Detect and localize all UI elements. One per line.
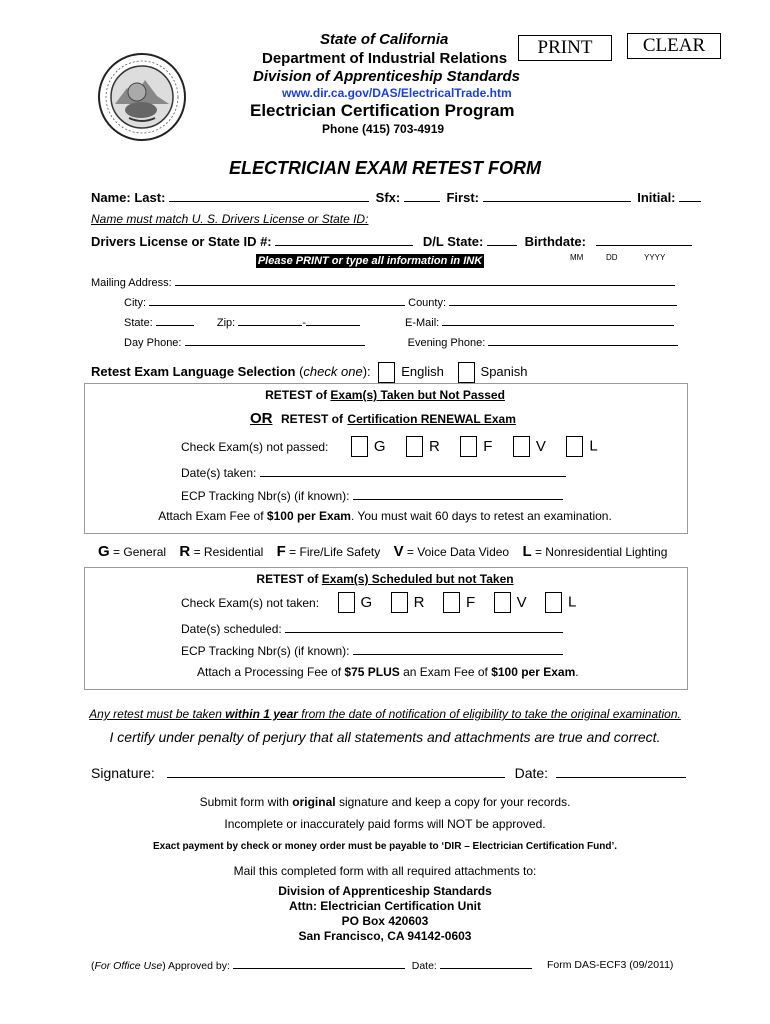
renewal-main: Certification RENEWAL Exam — [347, 412, 516, 426]
box1-heading — [0, 388, 770, 402]
perjury-statement: I certify under penalty of perjury that all statements and attachments are true and correct. — [109, 729, 661, 745]
birth-month-caption: MM — [570, 253, 584, 262]
mail-instruction: Mail this completed form with all required attachments to: — [233, 864, 537, 878]
box1-g-label: G — [373, 437, 386, 455]
clear-button[interactable]: CLEAR — [627, 33, 721, 59]
signature-label: Signature: — [91, 765, 155, 781]
legend-g-text: = General — [113, 545, 167, 559]
notice-part1: Any retest must be taken — [89, 707, 222, 721]
incomplete-warning: Incomplete or inaccurately paid forms will NOT be approved. — [224, 817, 546, 831]
signature-row — [91, 763, 686, 781]
box1-r-checkbox[interactable] — [406, 436, 423, 457]
division-heading: Division of Apprenticeship Standards — [253, 68, 520, 85]
box2-dates-row — [181, 620, 563, 636]
box2-fee-end: . — [575, 665, 579, 679]
mailing-label: Mailing Address: — [91, 277, 172, 289]
language-hint-open: ( — [299, 364, 304, 379]
box1-f-checkbox[interactable] — [460, 436, 477, 457]
address-line-4: San Francisco, CA 94142-0603 — [298, 929, 472, 943]
department-heading: Department of Industrial Relations — [262, 50, 508, 67]
box1-fee-suffix: . You must wait 60 days to retest an examination. — [350, 509, 612, 523]
print-notice-bar: Please PRINT or type all information in INK — [257, 255, 483, 267]
spanish-label: Spanish — [480, 364, 528, 379]
box2-ecp-field[interactable] — [353, 642, 563, 655]
sfx-label: Sfx: — [375, 190, 401, 205]
county-field[interactable] — [449, 296, 677, 306]
box1-fee-amount: $100 per Exam — [266, 509, 351, 523]
print-button[interactable]: PRINT — [518, 35, 612, 61]
box1-fee-note — [0, 509, 770, 523]
box1-ecp-row — [181, 487, 563, 503]
zip-label: Zip: — [216, 317, 236, 329]
program-title: Electrician Certification Program — [250, 101, 515, 120]
box1-check-label: Check Exam(s) not passed: — [181, 439, 329, 454]
initial-field[interactable] — [679, 189, 701, 202]
county-label: County: — [408, 297, 447, 309]
phone-row — [124, 336, 678, 349]
box2-ecp-row — [181, 642, 563, 658]
english-checkbox[interactable] — [378, 362, 395, 383]
box2-heading — [0, 572, 770, 586]
name-row — [91, 189, 701, 205]
birth-year-caption: YYYY — [644, 253, 666, 262]
signature-date-label: Date: — [514, 765, 549, 781]
legend-f-letter: F — [276, 543, 286, 560]
renewal-heading — [250, 410, 516, 428]
language-hint: check one — [303, 364, 363, 379]
legend-g-letter: G — [98, 543, 110, 560]
box1-dates-field[interactable] — [260, 464, 566, 477]
notice-period: . — [677, 707, 681, 721]
payment-instruction: Exact payment by check or money order must be payable to ‘DIR – Electrician Certification Fund’. — [152, 841, 617, 852]
program-phone: Phone (415) 703-4919 — [322, 122, 445, 136]
zip-dash: - — [302, 317, 306, 329]
box2-g-label: G — [360, 593, 373, 611]
email-label: E-Mail: — [405, 317, 440, 329]
box2-v-label: V — [516, 593, 527, 611]
box1-fee-prefix: Attach Exam Fee of — [158, 509, 264, 523]
license-label: Drivers License or State ID #: — [91, 234, 272, 249]
box2-fee-prefix: Attach a Processing Fee of — [197, 665, 342, 679]
signature-date-field[interactable] — [556, 763, 686, 778]
box1-dates-label: Date(s) taken: — [181, 466, 257, 480]
mailing-field[interactable] — [175, 276, 675, 286]
submit-part1: Submit form with — [199, 795, 289, 809]
box1-r-label: R — [428, 437, 440, 455]
box2-r-checkbox[interactable] — [391, 592, 408, 613]
office-use-label: For Office Use — [94, 960, 163, 972]
city-field[interactable] — [149, 296, 405, 306]
box1-heading-prefix: RETEST of — [265, 388, 328, 402]
box2-g-checkbox[interactable] — [338, 592, 355, 613]
city-row — [124, 296, 677, 309]
language-hint-close: ): — [362, 364, 371, 379]
box2-dates-field[interactable] — [285, 620, 563, 633]
license-row — [91, 233, 692, 249]
legend-f — [277, 545, 381, 559]
retest-deadline-notice — [0, 707, 770, 721]
submit-part3: signature and keep a copy for your records. — [338, 795, 571, 809]
birth-day-caption: DD — [606, 253, 618, 262]
email-field[interactable] — [442, 316, 674, 326]
spanish-checkbox[interactable] — [458, 362, 475, 383]
legend-g — [98, 545, 166, 559]
box2-fee-processing: $75 PLUS — [344, 665, 400, 679]
zip-ext-field[interactable] — [306, 316, 360, 326]
legend-l — [522, 545, 667, 559]
dl-state-label: D/L State: — [422, 234, 484, 249]
english-label: English — [401, 364, 444, 379]
legend-f-text: = Fire/Life Safety — [289, 545, 381, 559]
last-name-field[interactable] — [169, 189, 369, 202]
state-field[interactable] — [156, 316, 194, 326]
zip-field[interactable] — [238, 316, 302, 326]
initial-label: Initial: — [637, 190, 676, 205]
state-label: State: — [124, 317, 153, 329]
legend-l-text: = Nonresidential Lighting — [534, 545, 668, 559]
form-title: ELECTRICIAN EXAM RETEST FORM — [228, 158, 541, 178]
signature-field[interactable] — [167, 763, 505, 778]
day-phone-field[interactable] — [185, 336, 365, 346]
language-label: Retest Exam Language Selection — [91, 364, 296, 379]
city-label: City: — [124, 297, 146, 309]
state-heading: State of California — [320, 31, 449, 48]
box1-ecp-field[interactable] — [353, 487, 563, 500]
website-link[interactable]: www.dir.ca.gov/DAS/ElectricalTrade.htm — [282, 86, 512, 100]
day-phone-label: Day Phone: — [124, 337, 182, 349]
submit-original: original — [292, 795, 336, 809]
address-line-2: Attn: Electrician Certification Unit — [288, 899, 482, 913]
dl-state-field[interactable] — [487, 233, 517, 246]
legend-r-text: = Residential — [193, 545, 264, 559]
box2-heading-prefix: RETEST of — [256, 572, 319, 586]
first-name-field[interactable] — [483, 189, 631, 202]
sfx-field[interactable] — [404, 189, 440, 202]
legend-v-text: = Voice Data Video — [406, 545, 510, 559]
office-paren-open: ( — [91, 960, 95, 972]
office-date-field[interactable] — [440, 959, 532, 969]
box2-exam-check-row — [181, 592, 576, 613]
submit-instruction — [0, 795, 770, 809]
or-separator: OR — [250, 410, 273, 427]
box2-f-label: F — [465, 593, 476, 611]
approved-by-field[interactable] — [233, 959, 405, 969]
language-row — [91, 362, 528, 383]
box1-exam-check-row — [181, 436, 598, 457]
address-line-3: PO Box 420603 — [341, 914, 429, 928]
birthdate-label: Birthdate: — [524, 234, 586, 249]
mailing-row — [91, 276, 675, 289]
office-use-row — [91, 959, 532, 972]
office-date-label: Date: — [411, 960, 437, 972]
first-name-label: First: — [446, 190, 479, 205]
form-id: Form DAS-ECF3 (09/2011) — [547, 959, 674, 971]
box1-v-checkbox[interactable] — [513, 436, 530, 457]
license-field[interactable] — [275, 233, 413, 246]
box1-ecp-label: ECP Tracking Nbr(s) (if known): — [181, 489, 350, 503]
box1-v-label: V — [535, 437, 546, 455]
name-last-label: Name: Last: — [91, 190, 166, 205]
state-seal — [97, 52, 187, 142]
box1-heading-main: Exam(s) Taken but Not Passed — [330, 388, 505, 402]
box2-v-checkbox[interactable] — [494, 592, 511, 613]
box2-l-label: L — [568, 593, 577, 611]
legend-r-letter: R — [179, 543, 191, 560]
state-zip-row — [124, 316, 674, 329]
notice-deadline: within 1 year — [225, 707, 298, 721]
box1-f-label: F — [483, 437, 493, 455]
box2-dates-label: Date(s) scheduled: — [181, 622, 282, 636]
box2-r-label: R — [413, 593, 425, 611]
legend-r — [179, 545, 263, 559]
exam-type-legend — [98, 543, 667, 560]
box1-l-label: L — [589, 437, 598, 455]
box2-fee-note — [197, 665, 579, 679]
box2-check-label: Check Exam(s) not taken: — [181, 595, 320, 610]
evening-phone-field[interactable] — [488, 336, 678, 346]
legend-v-letter: V — [393, 543, 404, 560]
box2-heading-main: Exam(s) Scheduled but not Taken — [321, 572, 514, 586]
box2-l-checkbox[interactable] — [545, 592, 562, 613]
legend-v — [394, 545, 510, 559]
renewal-prefix: RETEST of — [280, 412, 343, 426]
notice-part3: from the date of notification of eligibility to take the original examination — [301, 707, 678, 721]
legend-l-letter: L — [522, 543, 532, 560]
birthdate-field[interactable] — [596, 233, 692, 246]
box1-dates-row — [181, 464, 566, 480]
box1-l-checkbox[interactable] — [566, 436, 583, 457]
name-note: Name must match U. S. Drivers License or State ID: — [91, 212, 369, 226]
seal-caption — [187, 52, 188, 53]
address-line-1: Division of Apprenticeship Standards — [278, 884, 492, 898]
box2-ecp-label: ECP Tracking Nbr(s) (if known): — [181, 644, 350, 658]
approved-by-label: ) Approved by: — [162, 960, 230, 972]
box1-g-checkbox[interactable] — [351, 436, 368, 457]
box2-fee-mid: an Exam Fee of — [403, 665, 488, 679]
box2-f-checkbox[interactable] — [443, 592, 460, 613]
evening-phone-label: Evening Phone: — [407, 337, 486, 349]
box2-fee-exam: $100 per Exam — [491, 665, 576, 679]
